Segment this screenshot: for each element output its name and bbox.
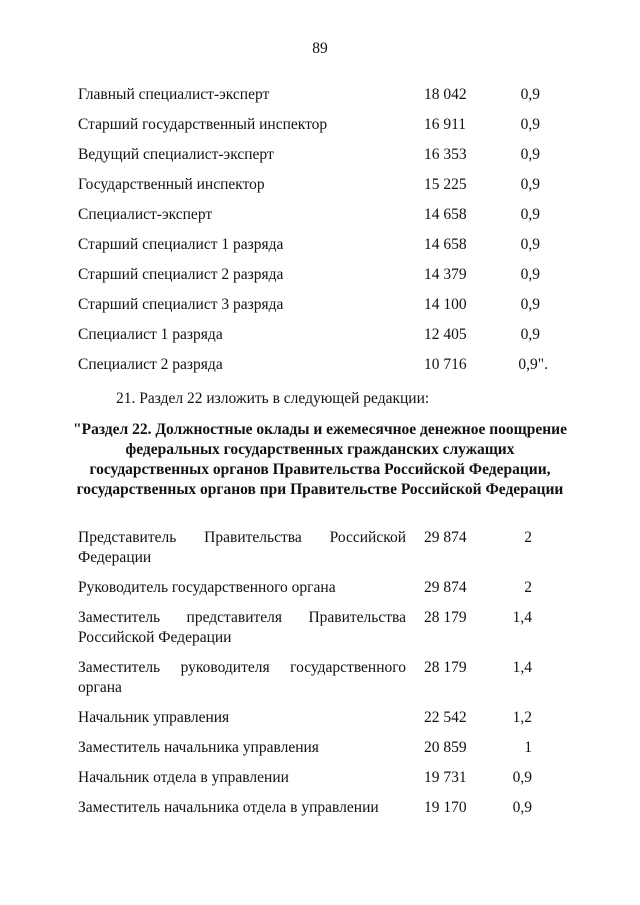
salary-value: 28 179 — [424, 659, 467, 676]
coefficient-value: 2 — [524, 529, 532, 546]
position-name: Старший государственный инспектор — [78, 116, 328, 133]
coefficient-value: 1,4 — [512, 659, 532, 676]
position-name: Старший специалист 3 разряда — [78, 296, 284, 313]
coefficient-value: 1,2 — [512, 709, 532, 726]
position-name: Государственный инспектор — [78, 176, 265, 193]
coefficient-value: 2 — [524, 579, 532, 596]
position-name: Представитель Правительства Российской Федерации — [78, 529, 406, 566]
salary-value: 16 911 — [424, 116, 467, 133]
coefficient-value: 0,9 — [520, 236, 540, 253]
salary-value: 18 042 — [424, 86, 467, 103]
coefficient-value: 0,9 — [520, 176, 540, 193]
table-row — [0, 116, 640, 138]
position-name: Начальник управления — [78, 709, 230, 726]
salary-value: 12 405 — [424, 326, 467, 343]
coefficient-value: 0,9 — [520, 86, 540, 103]
salary-value: 19 170 — [424, 799, 467, 816]
salary-value: 22 542 — [424, 709, 467, 726]
salary-value: 14 658 — [424, 206, 467, 223]
coefficient-value: 0,9 — [512, 769, 532, 786]
coefficient-value: 0,9 — [520, 116, 540, 133]
coefficient-value: 0,9 — [520, 146, 540, 163]
table-row — [0, 176, 640, 198]
salary-value: 16 353 — [424, 146, 467, 163]
table-row — [0, 206, 640, 228]
salary-value: 20 859 — [424, 739, 467, 756]
position-name: Специалист 2 разряда — [78, 356, 223, 373]
salary-value: 14 658 — [424, 236, 467, 253]
table-row — [0, 86, 640, 108]
salary-value: 29 874 — [424, 579, 467, 596]
salary-value: 19 731 — [424, 769, 467, 786]
amendment-paragraph: 21. Раздел 22 изложить в следующей редакции: — [116, 390, 430, 407]
position-name: Специалист-эксперт — [78, 206, 213, 223]
salary-value: 28 179 — [424, 609, 467, 626]
position-name: Специалист 1 разряда — [78, 326, 223, 343]
position-name: Руководитель государственного органа — [78, 579, 336, 596]
salary-value: 15 225 — [424, 176, 467, 193]
salary-value: 10 716 — [424, 356, 467, 373]
coefficient-value: 0,9". — [518, 356, 548, 373]
position-name: Заместитель начальника управления — [78, 739, 319, 756]
coefficient-value: 0,9 — [520, 206, 540, 223]
coefficient-value: 0,9 — [520, 266, 540, 283]
coefficient-value: 1,4 — [512, 609, 532, 626]
position-name: Заместитель руководителя государственного органа — [78, 659, 406, 696]
coefficient-value: 0,9 — [512, 799, 532, 816]
position-name: Старший специалист 1 разряда — [78, 236, 284, 253]
table-row — [0, 146, 640, 168]
position-name: Заместитель представителя Правительства Российской Федерации — [78, 609, 406, 646]
coefficient-value: 0,9 — [520, 296, 540, 313]
salary-value: 14 379 — [424, 266, 467, 283]
position-name: Начальник отдела в управлении — [78, 769, 289, 786]
salary-value: 29 874 — [424, 529, 467, 546]
position-name: Главный специалист-эксперт — [78, 86, 270, 103]
coefficient-value: 0,9 — [520, 326, 540, 343]
table-row — [0, 266, 640, 288]
table-row — [0, 326, 640, 348]
table-row — [0, 296, 640, 318]
position-name: Старший специалист 2 разряда — [78, 266, 284, 283]
coefficient-value: 1 — [524, 739, 532, 756]
position-name: Ведущий специалист-эксперт — [78, 146, 274, 163]
salary-value: 14 100 — [424, 296, 467, 313]
section-heading: "Раздел 22. Должностные оклады и ежемесячное денежное поощрение федеральных государственных гражданских служащих государственных органов Правительства Российской Федерации, государственных органов при Правительстве Российской Федерации — [73, 421, 567, 498]
position-name: Заместитель начальника отдела в управлении — [78, 799, 379, 816]
page-number: 89 — [312, 40, 328, 57]
table-row — [0, 356, 640, 378]
table-row — [0, 236, 640, 258]
